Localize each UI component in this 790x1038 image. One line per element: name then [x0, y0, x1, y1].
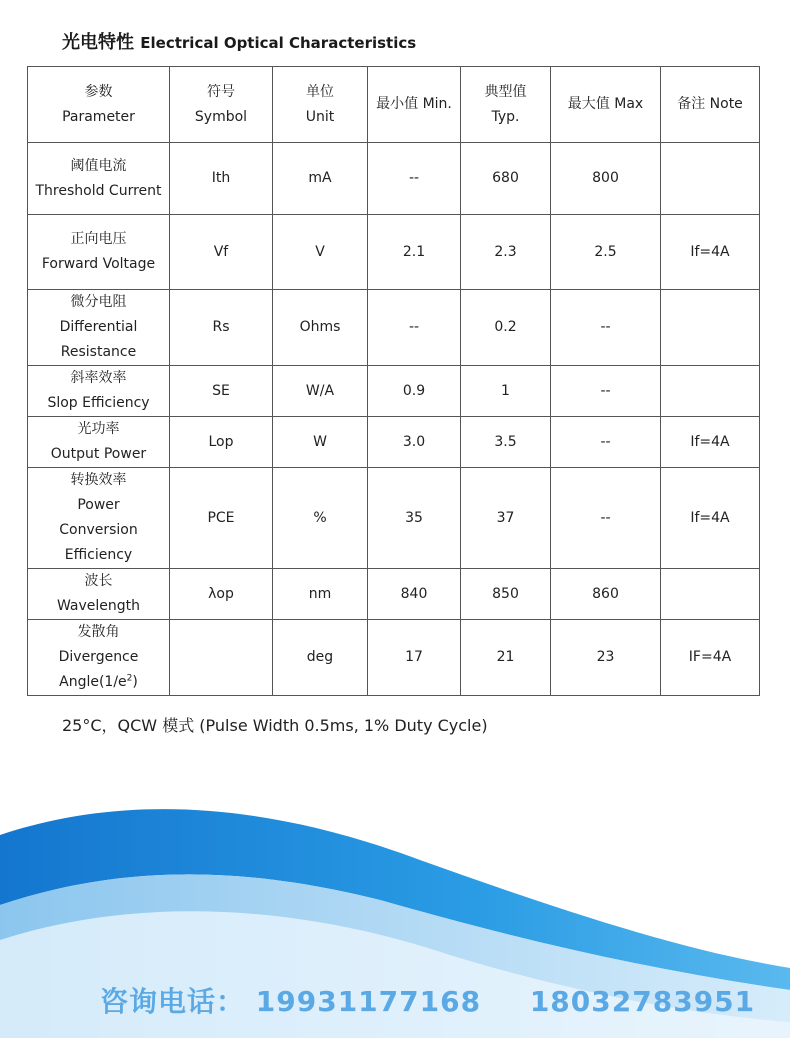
note-cell: IF=4A [661, 620, 760, 696]
min-cell: 17 [368, 620, 461, 696]
symbol-cell [170, 620, 273, 696]
max-cell: 860 [551, 569, 661, 620]
param-cell: 微分电阻 Differential Resistance [28, 290, 170, 366]
spec-table [27, 66, 760, 696]
symbol-cell: SE [170, 366, 273, 417]
symbol-cell: Vf [170, 215, 273, 290]
max-cell: 800 [551, 143, 661, 215]
typ-cell: 37 [461, 468, 551, 569]
max-cell: -- [551, 290, 661, 366]
table-row [28, 620, 760, 696]
header-typ: 典型值 Typ. [461, 67, 551, 143]
unit-cell: V [273, 215, 368, 290]
note-cell [661, 569, 760, 620]
min-cell: 3.0 [368, 417, 461, 468]
typ-cell: 3.5 [461, 417, 551, 468]
symbol-cell: Ith [170, 143, 273, 215]
min-cell: 35 [368, 468, 461, 569]
max-cell: 23 [551, 620, 661, 696]
typ-cell: 850 [461, 569, 551, 620]
unit-cell: W/A [273, 366, 368, 417]
table-row [28, 290, 760, 366]
symbol-cell: Lop [170, 417, 273, 468]
test-conditions: 25°C，QCW 模式 (Pulse Width 0.5ms, 1% Duty Cycle) [62, 716, 488, 735]
typ-cell: 21 [461, 620, 551, 696]
param-cell: 发散角 Divergence $Angle(1/e^2)$ [28, 620, 170, 696]
typ-cell: 1 [461, 366, 551, 417]
unit-cell: nm [273, 569, 368, 620]
unit-cell: mA [273, 143, 368, 215]
note-cell [661, 290, 760, 366]
note-cell: If=4A [661, 417, 760, 468]
typ-cell: 0.2 [461, 290, 551, 366]
symbol-cell: λop [170, 569, 273, 620]
contact-label: 咨询电话： [100, 985, 246, 1018]
min-cell: 840 [368, 569, 461, 620]
title-en: Electrical Optical Characteristics [140, 34, 417, 52]
unit-cell: Ohms [273, 290, 368, 366]
header-symbol: 符号 Symbol [170, 67, 273, 143]
title-zh: 光电特性 [62, 32, 134, 53]
table-row [28, 417, 760, 468]
unit-cell: % [273, 468, 368, 569]
page-title [62, 28, 416, 54]
max-cell: -- [551, 417, 661, 468]
max-cell: -- [551, 468, 661, 569]
phone-number-1: 19931177168 [255, 985, 482, 1018]
param-cell: 阈值电流 Threshold Current [28, 143, 170, 215]
header-parameter: 参数 Parameter [28, 67, 170, 143]
table-row [28, 569, 760, 620]
min-cell: 0.9 [368, 366, 461, 417]
table-row [28, 215, 760, 290]
param-cell: 正向电压 Forward Voltage [28, 215, 170, 290]
header-row [28, 67, 760, 143]
note-cell [661, 143, 760, 215]
note-cell: If=4A [661, 215, 760, 290]
symbol-cell: PCE [170, 468, 273, 569]
note-cell [661, 366, 760, 417]
header-max: 最大值 Max [551, 67, 661, 143]
typ-cell: 2.3 [461, 215, 551, 290]
unit-cell: deg [273, 620, 368, 696]
param-cell: 斜率效率 Slop Efficiency [28, 366, 170, 417]
param-cell: 波长 Wavelength [28, 569, 170, 620]
contact-phones [100, 980, 755, 1020]
table-row [28, 468, 760, 569]
param-cell: 转换效率 Power Conversion Efficiency [28, 468, 170, 569]
max-cell: -- [551, 366, 661, 417]
param-cell: 光功率 Output Power [28, 417, 170, 468]
table-row [28, 366, 760, 417]
note-cell: If=4A [661, 468, 760, 569]
min-cell: 2.1 [368, 215, 461, 290]
symbol-cell: Rs [170, 290, 273, 366]
unit-cell: W [273, 417, 368, 468]
header-unit: 单位 Unit [273, 67, 368, 143]
phone-number-2: 18032783951 [529, 985, 756, 1018]
header-min: 最小值 Min. [368, 67, 461, 143]
table-row [28, 143, 760, 215]
header-note: 备注 Note [661, 67, 760, 143]
typ-cell: 680 [461, 143, 551, 215]
min-cell: -- [368, 143, 461, 215]
max-cell: 2.5 [551, 215, 661, 290]
min-cell: -- [368, 290, 461, 366]
